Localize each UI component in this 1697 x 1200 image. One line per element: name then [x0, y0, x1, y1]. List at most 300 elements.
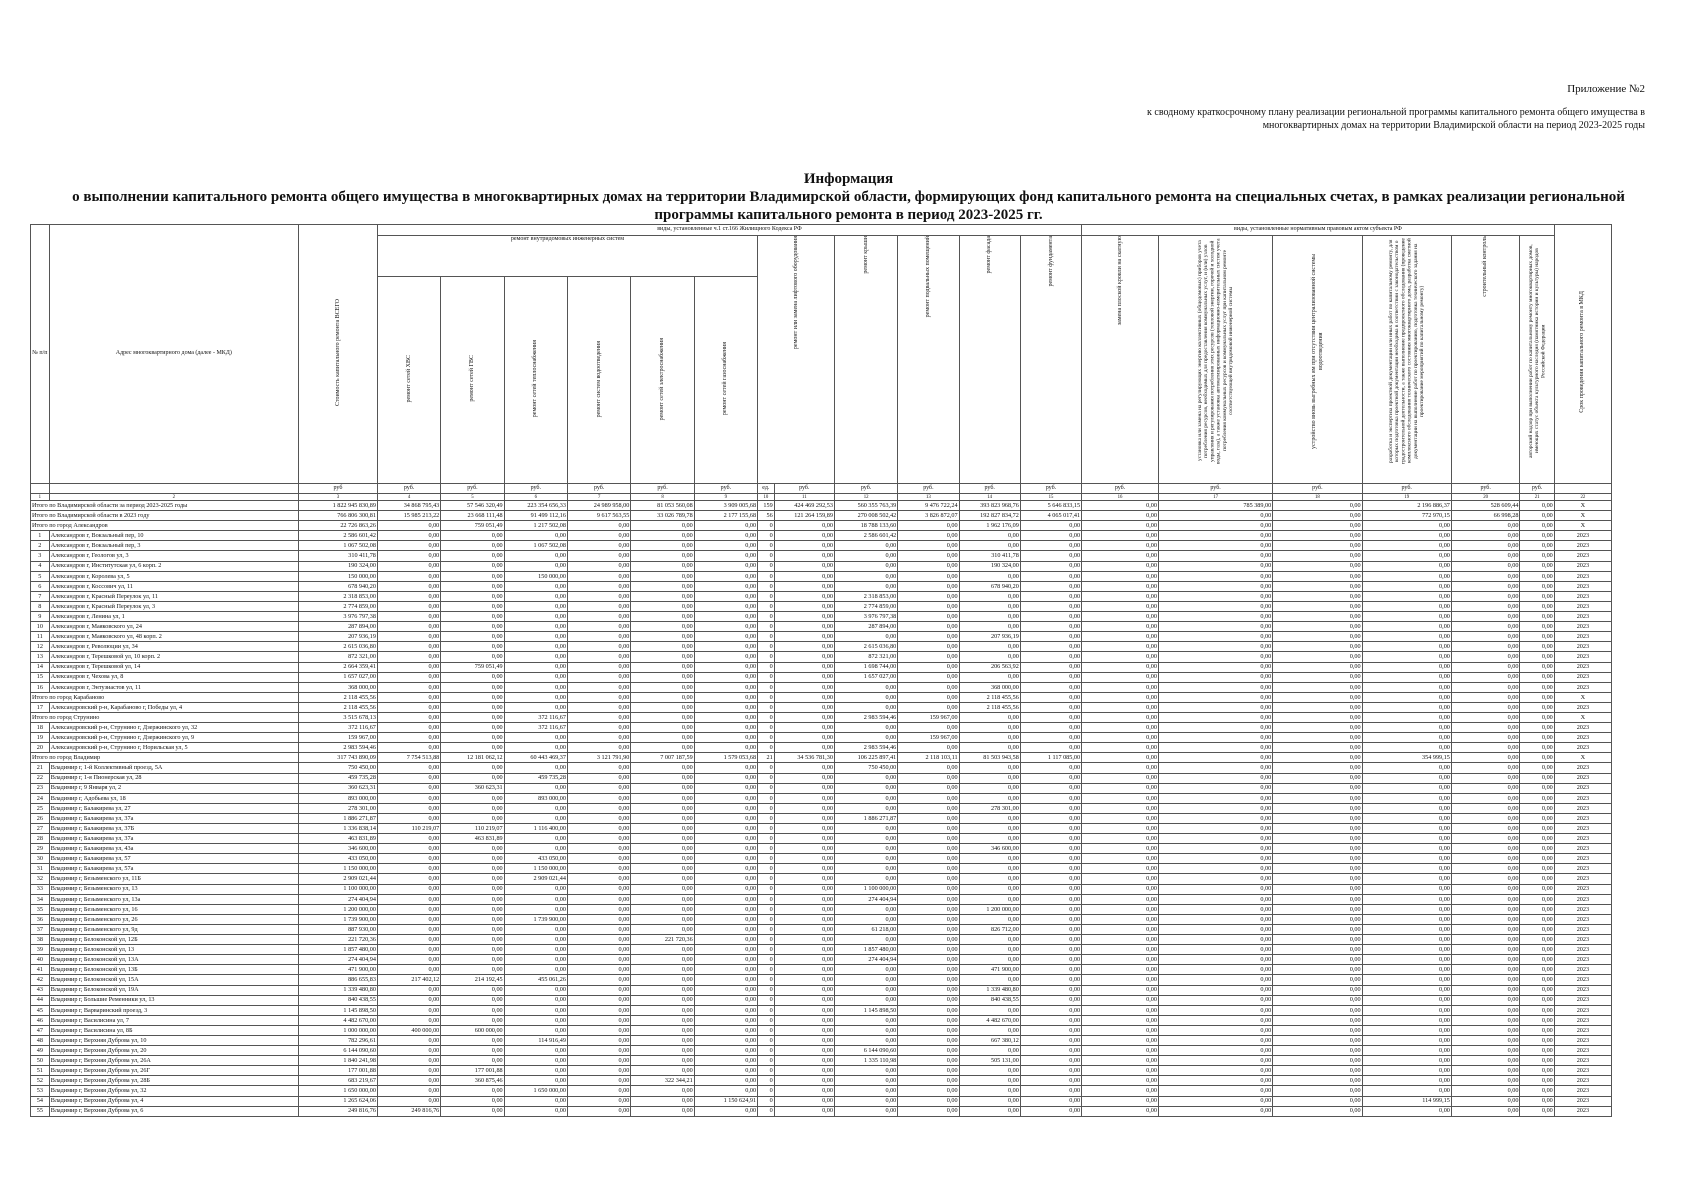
value-cell: 0,00	[1273, 803, 1362, 813]
value-cell: 0,00	[1158, 672, 1272, 682]
value-cell: 0,00	[377, 874, 440, 884]
value-cell: 0,00	[1362, 622, 1451, 632]
value-cell: 2 615 036,80	[298, 642, 377, 652]
row-term: 2023	[1554, 743, 1611, 753]
unit-cell: руб.	[1362, 484, 1451, 494]
value-cell: 0,00	[1158, 692, 1272, 702]
value-cell: 0,00	[774, 945, 834, 955]
value-cell: 0,00	[1020, 904, 1081, 914]
value-cell: 0,00	[1273, 965, 1362, 975]
value-cell: 0,00	[774, 803, 834, 813]
value-cell: 7 007 187,59	[631, 753, 694, 763]
value-cell: 310 411,78	[298, 551, 377, 561]
value-cell: 0,00	[774, 844, 834, 854]
value-cell: 0,00	[1273, 743, 1362, 753]
table-row	[31, 914, 1612, 924]
value-cell: 0,00	[834, 803, 897, 813]
value-cell: 0	[758, 1025, 775, 1035]
value-cell: 360 623,31	[441, 783, 504, 793]
value-cell: 0	[758, 581, 775, 591]
table-row	[31, 601, 1612, 611]
column-number-cell: 11	[774, 494, 834, 501]
value-cell: 0,00	[441, 1056, 504, 1066]
value-cell: 0,00	[1451, 622, 1520, 632]
row-term: 2023	[1554, 581, 1611, 591]
value-cell: 0,00	[631, 632, 694, 642]
value-cell: 1 698 744,00	[834, 662, 897, 672]
value-cell: 1 579 053,68	[694, 753, 757, 763]
value-cell: 0,00	[1273, 541, 1362, 551]
value-cell: 0,00	[377, 914, 440, 924]
value-cell: 0,00	[631, 975, 694, 985]
value-cell: 0,00	[1020, 571, 1081, 581]
value-cell: 360 875,46	[441, 1076, 504, 1086]
value-cell: 0,00	[1520, 854, 1554, 864]
value-cell: 0,00	[898, 773, 959, 783]
row-address: Владимир г, Безыменского ул, 26	[49, 914, 298, 924]
value-cell: 1 962 176,09	[959, 521, 1020, 531]
value-cell: 214 192,45	[441, 975, 504, 985]
value-cell: 0,00	[1020, 743, 1081, 753]
value-cell: 0,00	[694, 813, 757, 823]
subtotal-label: Итого по город Владимир	[31, 753, 299, 763]
value-cell: 0,00	[959, 1066, 1020, 1076]
value-cell: 0,00	[1158, 904, 1272, 914]
value-cell: 0,00	[1020, 591, 1081, 601]
value-cell: 0,00	[1082, 1056, 1159, 1066]
value-cell: 0,00	[1362, 965, 1451, 975]
row-term: 2023	[1554, 723, 1611, 733]
value-cell: 0,00	[1273, 521, 1362, 531]
column-number-cell: 20	[1451, 494, 1520, 501]
value-cell: 0,00	[959, 1046, 1020, 1056]
value-cell: 459 735,28	[298, 773, 377, 783]
value-cell: 249 816,76	[377, 1106, 440, 1116]
value-cell: 0,00	[631, 834, 694, 844]
row-address: Александров г, Терешковой ул, 14	[49, 662, 298, 672]
value-cell: 0,00	[377, 1015, 440, 1025]
value-cell: 0,00	[694, 985, 757, 995]
value-cell: 782 296,61	[298, 1035, 377, 1045]
row-number: 30	[31, 854, 50, 864]
value-cell: 0,00	[441, 561, 504, 571]
unit-cell: руб.	[898, 484, 959, 494]
value-cell: 0,00	[1020, 864, 1081, 874]
value-cell: 33 026 789,78	[631, 511, 694, 521]
value-cell: 463 831,89	[441, 834, 504, 844]
row-term: 2023	[1554, 561, 1611, 571]
value-cell: 0,00	[774, 642, 834, 652]
value-cell: 0,00	[1082, 864, 1159, 874]
row-term: 2023	[1554, 1106, 1611, 1116]
value-cell: 0,00	[1158, 652, 1272, 662]
value-cell: 0,00	[504, 844, 567, 854]
value-cell: 0,00	[1362, 904, 1451, 914]
value-cell: 0,00	[1273, 753, 1362, 763]
value-cell: 0,00	[441, 1005, 504, 1015]
value-cell: 368 000,00	[959, 682, 1020, 692]
value-cell: 0,00	[1520, 1056, 1554, 1066]
value-cell: 0,00	[377, 712, 440, 722]
value-cell: 0,00	[959, 612, 1020, 622]
value-cell: 372 116,67	[504, 723, 567, 733]
row-number: 13	[31, 652, 50, 662]
header-term: Срок проведения капитального ремонта в МКД	[1554, 225, 1611, 484]
value-cell: 5 646 833,15	[1020, 501, 1081, 511]
row-number: 18	[31, 723, 50, 733]
value-cell: 0,00	[774, 985, 834, 995]
value-cell: 1 150 624,91	[694, 1096, 757, 1106]
row-term: 2023	[1554, 904, 1611, 914]
value-cell: 0,00	[441, 1015, 504, 1025]
row-address: Александров г, Красный Переулок ул, 11	[49, 591, 298, 601]
value-cell: 0,00	[504, 551, 567, 561]
row-number: 54	[31, 1096, 50, 1106]
row-address: Владимир г, Белоконской ул, 12Б	[49, 935, 298, 945]
row-term: 2023	[1554, 652, 1611, 662]
unit-cell	[31, 484, 50, 494]
value-cell: 0,00	[1451, 793, 1520, 803]
units-row	[31, 484, 1612, 494]
value-cell: 0,00	[1451, 894, 1520, 904]
value-cell: 0,00	[631, 733, 694, 743]
value-cell: 0	[758, 702, 775, 712]
row-address: Александров г, Красный Переулок ул, 3	[49, 601, 298, 611]
value-cell: 0,00	[834, 824, 897, 834]
value-cell: 0,00	[1362, 955, 1451, 965]
value-cell: 0,00	[1451, 541, 1520, 551]
value-cell: 0,00	[694, 904, 757, 914]
value-cell: 0,00	[377, 1076, 440, 1086]
value-cell: 106 225 897,41	[834, 753, 897, 763]
value-cell: 678 940,20	[298, 581, 377, 591]
value-cell: 759 051,49	[441, 521, 504, 531]
value-cell: 0,00	[1020, 995, 1081, 1005]
value-cell: 0,00	[1362, 803, 1451, 813]
value-cell: 2 118 103,11	[898, 753, 959, 763]
value-cell: 0,00	[694, 692, 757, 702]
value-cell: 0,00	[1158, 914, 1272, 924]
value-cell: 0,00	[567, 712, 630, 722]
value-cell: 0,00	[694, 1106, 757, 1116]
value-cell: 9 476 722,24	[898, 501, 959, 511]
value-cell: 0,00	[1362, 854, 1451, 864]
value-cell: 471 900,00	[298, 965, 377, 975]
value-cell: 0,00	[1020, 551, 1081, 561]
table-row	[31, 662, 1612, 672]
unit-cell: руб.	[567, 484, 630, 494]
value-cell: 274 404,94	[298, 955, 377, 965]
row-number: 41	[31, 965, 50, 975]
value-cell: 0,00	[1362, 935, 1451, 945]
value-cell: 0,00	[834, 1096, 897, 1106]
unit-cell: руб.	[774, 484, 834, 494]
value-cell: 0,00	[1362, 834, 1451, 844]
row-address: Владимир г, Белоконской ул, 19А	[49, 985, 298, 995]
value-cell: 0,00	[567, 793, 630, 803]
row-term: 2023	[1554, 1096, 1611, 1106]
value-cell: 0,00	[959, 813, 1020, 823]
value-cell: 0,00	[377, 723, 440, 733]
header-heating: ремонт сетей теплоснабжения	[504, 277, 567, 484]
value-cell: 0	[758, 551, 775, 561]
value-cell: 0,00	[377, 844, 440, 854]
unit-cell: руб	[298, 484, 377, 494]
value-cell: 0,00	[1273, 824, 1362, 834]
value-cell: 0,00	[1451, 561, 1520, 571]
row-address: Александров г, Терешковой ул, 10 корп. 2	[49, 652, 298, 662]
value-cell: 0,00	[441, 955, 504, 965]
row-number: 51	[31, 1066, 50, 1076]
value-cell: 0,00	[1451, 945, 1520, 955]
value-cell: 0,00	[694, 652, 757, 662]
value-cell: 0,00	[1082, 894, 1159, 904]
value-cell: 1 336 838,14	[298, 824, 377, 834]
value-cell: 0,00	[694, 541, 757, 551]
value-cell: 0,00	[1020, 884, 1081, 894]
value-cell: 0,00	[1158, 1015, 1272, 1025]
value-cell: 0,00	[1273, 1096, 1362, 1106]
value-cell: 0,00	[1158, 955, 1272, 965]
value-cell: 0,00	[694, 894, 757, 904]
value-cell: 0,00	[567, 702, 630, 712]
value-cell: 1 657 027,00	[834, 672, 897, 682]
value-cell: 372 116,67	[298, 723, 377, 733]
value-cell: 0,00	[504, 1025, 567, 1035]
value-cell: 0,00	[959, 712, 1020, 722]
value-cell: 0,00	[1362, 581, 1451, 591]
table-row	[31, 824, 1612, 834]
row-term: 2023	[1554, 935, 1611, 945]
value-cell: 0,00	[898, 935, 959, 945]
value-cell: 0,00	[1273, 884, 1362, 894]
value-cell: 0,00	[1158, 511, 1272, 521]
value-cell: 0,00	[504, 1076, 567, 1086]
value-cell: 0,00	[959, 1096, 1020, 1106]
value-cell: 678 940,20	[959, 581, 1020, 591]
row-address: Александров г, Геологов ул, 3	[49, 551, 298, 561]
row-term: 2023	[1554, 894, 1611, 904]
value-cell: 0,00	[1158, 561, 1272, 571]
value-cell: 0,00	[1362, 692, 1451, 702]
value-cell: 0,00	[567, 561, 630, 571]
value-cell: 0,00	[959, 894, 1020, 904]
column-number-cell: 22	[1554, 494, 1611, 501]
row-number: 50	[31, 1056, 50, 1066]
value-cell: 0,00	[898, 834, 959, 844]
value-cell: 0,00	[1273, 591, 1362, 601]
value-cell: 0,00	[1020, 531, 1081, 541]
row-term: 2023	[1554, 733, 1611, 743]
value-cell: 0,00	[1451, 965, 1520, 975]
value-cell: 0,00	[377, 531, 440, 541]
row-address: Владимир г, 1-й Коллективный проезд, 5А	[49, 763, 298, 773]
value-cell: 0,00	[834, 1025, 897, 1035]
value-cell: 0,00	[1082, 682, 1159, 692]
value-cell: 0,00	[1362, 894, 1451, 904]
value-cell: 0,00	[898, 763, 959, 773]
value-cell: 0	[758, 874, 775, 884]
value-cell: 0,00	[834, 692, 897, 702]
value-cell: 0,00	[567, 904, 630, 914]
value-cell: 0,00	[694, 1066, 757, 1076]
value-cell: 0,00	[694, 1086, 757, 1096]
column-number-cell: 21	[1520, 494, 1554, 501]
value-cell: 0,00	[1273, 1035, 1362, 1045]
value-cell: 0,00	[1273, 561, 1362, 571]
value-cell: 750 450,00	[298, 763, 377, 773]
value-cell: 2 983 594,46	[298, 743, 377, 753]
value-cell: 0,00	[1451, 773, 1520, 783]
value-cell: 0,00	[694, 723, 757, 733]
value-cell: 0,00	[631, 1066, 694, 1076]
value-cell: 0,00	[1451, 884, 1520, 894]
subtotal-label: Итого по город Александров	[31, 521, 299, 531]
row-term: 2023	[1554, 1025, 1611, 1035]
value-cell: 0,00	[567, 591, 630, 601]
value-cell: 0,00	[1158, 712, 1272, 722]
value-cell: 0,00	[774, 864, 834, 874]
value-cell: 0,00	[1520, 1066, 1554, 1076]
unit-cell: руб.	[694, 484, 757, 494]
value-cell: 0,00	[1451, 844, 1520, 854]
value-cell: 0,00	[1520, 501, 1554, 511]
value-cell: 159 967,00	[898, 712, 959, 722]
value-cell: 0,00	[631, 955, 694, 965]
value-cell: 0,00	[1451, 834, 1520, 844]
value-cell: 0	[758, 1015, 775, 1025]
value-cell: 0,00	[834, 1076, 897, 1086]
value-cell: 0	[758, 521, 775, 531]
value-cell: 0,00	[694, 591, 757, 601]
value-cell: 0,00	[441, 632, 504, 642]
value-cell: 0,00	[1451, 1056, 1520, 1066]
value-cell: 2 774 859,00	[834, 601, 897, 611]
value-cell: 0,00	[1020, 601, 1081, 611]
value-cell: 0,00	[774, 682, 834, 692]
row-term: 2023	[1554, 612, 1611, 622]
value-cell: 0,00	[898, 914, 959, 924]
value-cell: 0,00	[1362, 945, 1451, 955]
value-cell: 0,00	[1082, 854, 1159, 864]
value-cell: 0,00	[1020, 844, 1081, 854]
value-cell: 0,00	[1451, 692, 1520, 702]
row-term: X	[1554, 753, 1611, 763]
value-cell: 0,00	[441, 965, 504, 975]
row-address: Владимир г, Василисина ул, 8Б	[49, 1025, 298, 1035]
value-cell: 0,00	[567, 1106, 630, 1116]
value-cell: 1 067 502,08	[504, 541, 567, 551]
header-construction-control: строительный контроль	[1451, 236, 1520, 484]
table-row	[31, 682, 1612, 692]
column-number-cell: 16	[1082, 494, 1159, 501]
value-cell: 0,00	[774, 1096, 834, 1106]
value-cell: 0,00	[1082, 511, 1159, 521]
table-row	[31, 813, 1612, 823]
value-cell: 0,00	[567, 955, 630, 965]
value-cell: 249 816,76	[298, 1106, 377, 1116]
value-cell: 0,00	[1082, 874, 1159, 884]
row-address: Александровский р-н, Карабаново г, Победы ул, 4	[49, 702, 298, 712]
row-term: X	[1554, 692, 1611, 702]
value-cell: 0,00	[1362, 521, 1451, 531]
value-cell: 9 617 563,55	[567, 511, 630, 521]
value-cell: 0,00	[774, 702, 834, 712]
value-cell: 0,00	[1158, 682, 1272, 692]
value-cell: 0,00	[1158, 591, 1272, 601]
value-cell: 0,00	[567, 541, 630, 551]
value-cell: 0,00	[1020, 763, 1081, 773]
value-cell: 0,00	[441, 894, 504, 904]
value-cell: 34 536 781,30	[774, 753, 834, 763]
value-cell: 1 739 900,00	[504, 914, 567, 924]
value-cell: 0,00	[1520, 662, 1554, 672]
row-address: Александров г, Чехова ул, 8	[49, 672, 298, 682]
table-row	[31, 793, 1612, 803]
value-cell: 0,00	[1451, 571, 1520, 581]
header-electricity: ремонт сетей электроснабжения	[631, 277, 694, 484]
value-cell: 0,00	[441, 1096, 504, 1106]
value-cell: 0,00	[1020, 914, 1081, 924]
value-cell: 0,00	[959, 935, 1020, 945]
value-cell: 0,00	[1082, 551, 1159, 561]
value-cell: 0	[758, 743, 775, 753]
value-cell: 0,00	[1362, 924, 1451, 934]
value-cell: 0,00	[1451, 652, 1520, 662]
value-cell: 0,00	[1020, 652, 1081, 662]
value-cell: 0,00	[1451, 712, 1520, 722]
value-cell: 0,00	[631, 965, 694, 975]
value-cell: 0,00	[631, 581, 694, 591]
value-cell: 0,00	[1082, 712, 1159, 722]
value-cell: 0,00	[567, 965, 630, 975]
value-cell: 2 118 455,56	[959, 692, 1020, 702]
value-cell: 0,00	[1158, 1005, 1272, 1015]
value-cell: 0,00	[959, 1025, 1020, 1035]
row-term: 2023	[1554, 531, 1611, 541]
value-cell: 0	[758, 894, 775, 904]
value-cell: 0,00	[1273, 712, 1362, 722]
value-cell: 0,00	[959, 975, 1020, 985]
value-cell: 0,00	[898, 551, 959, 561]
row-address: Александров г, Вокзальный пер, 10	[49, 531, 298, 541]
value-cell: 81 503 943,58	[959, 753, 1020, 763]
value-cell: 0,00	[959, 793, 1020, 803]
value-cell: 0,00	[1158, 965, 1272, 975]
value-cell: 0,00	[1520, 965, 1554, 975]
annex-text: к сводному краткосрочному плану реализации региональной программы капитального ремонта общего имущества в многоквартирных домах на территории Владимирской области на период 2023-2025 годы	[1147, 107, 1645, 131]
value-cell: 0,00	[567, 692, 630, 702]
row-number: 38	[31, 935, 50, 945]
value-cell: 0,00	[694, 924, 757, 934]
value-cell: 1 886 271,87	[834, 813, 897, 823]
value-cell: 0,00	[377, 783, 440, 793]
value-cell: 0,00	[1520, 1015, 1554, 1025]
value-cell: 15 985 213,22	[377, 511, 440, 521]
value-cell: 0,00	[834, 864, 897, 874]
row-number: 1	[31, 531, 50, 541]
value-cell: 0,00	[1273, 601, 1362, 611]
value-cell: 0,00	[834, 844, 897, 854]
value-cell: 1 657 027,00	[298, 672, 377, 682]
value-cell: 0,00	[774, 662, 834, 672]
value-cell: 0,00	[694, 1035, 757, 1045]
value-cell: 0,00	[898, 581, 959, 591]
value-cell: 0,00	[631, 1086, 694, 1096]
value-cell: 0	[758, 884, 775, 894]
value-cell: 0,00	[1082, 945, 1159, 955]
table-header	[31, 225, 1612, 501]
